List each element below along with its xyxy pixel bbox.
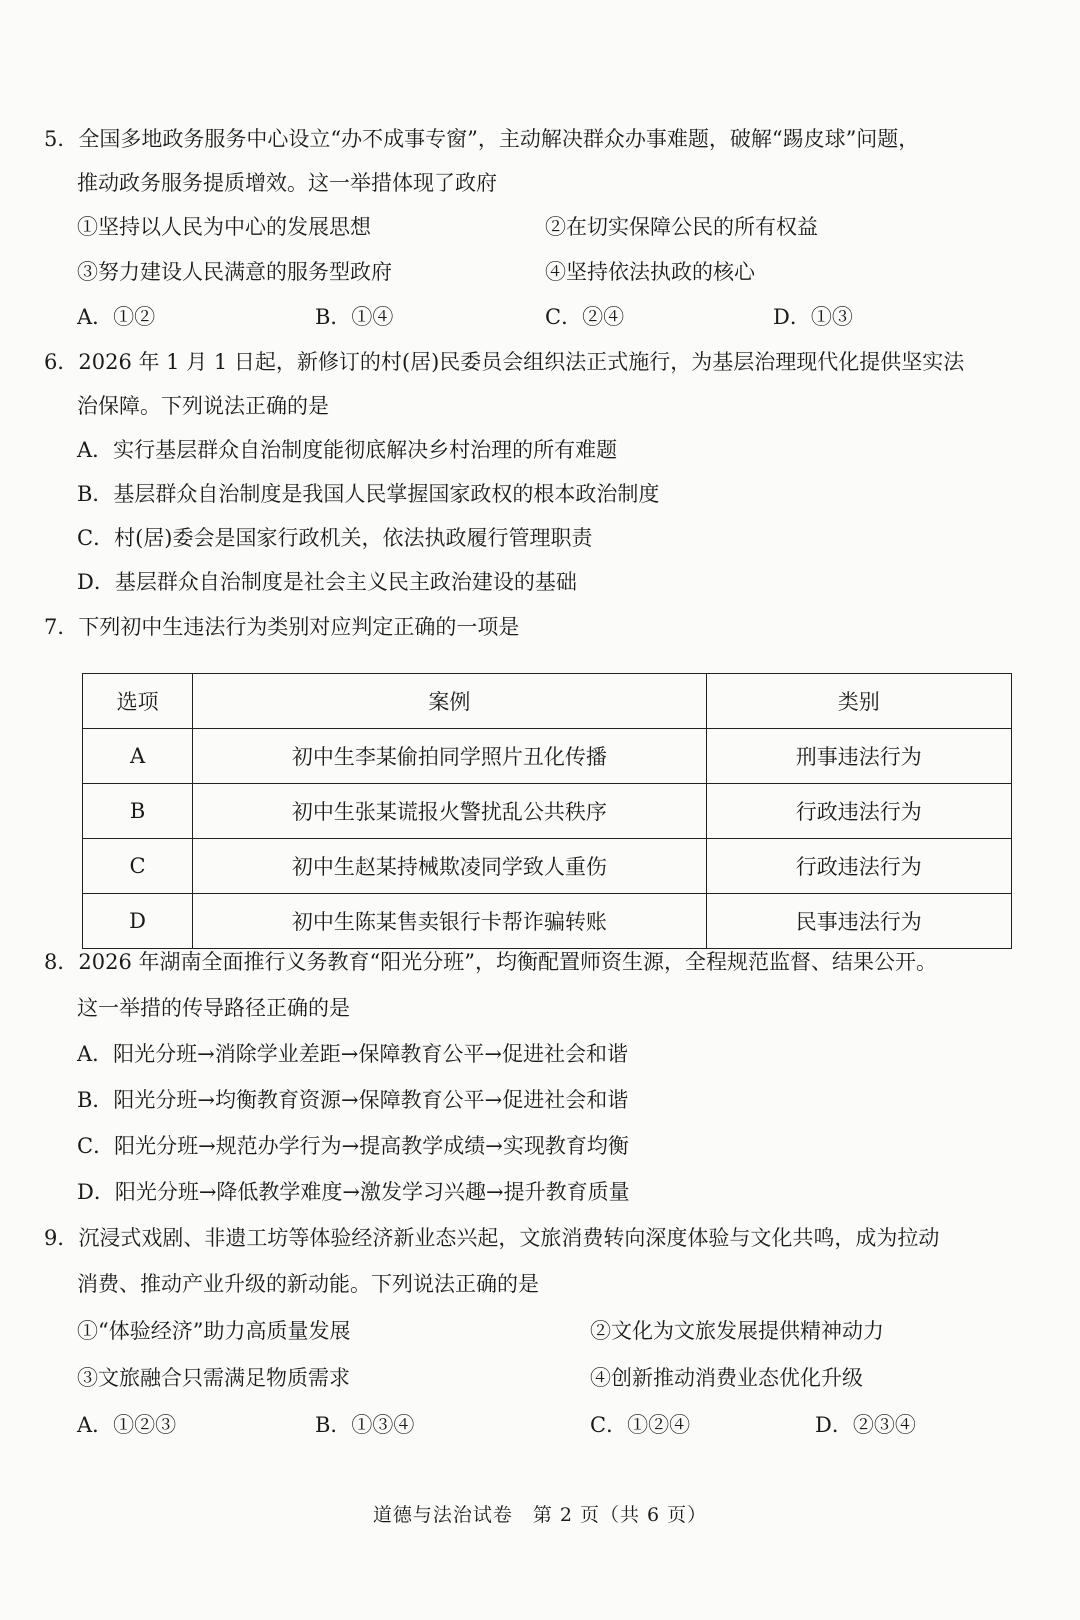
row-b-case: 初中生张某谎报火警扰乱公共秩序	[193, 784, 706, 839]
q5-item-4: ④坚持依法执政的核心	[545, 260, 755, 284]
q5-item-3: ③努力建设人民满意的服务型政府	[77, 260, 392, 284]
q6-option-b: B．基层群众自治制度是我国人民掌握国家政权的根本政治制度	[77, 482, 660, 506]
q6-stem-line1: 6．2026 年 1 月 1 日起，新修订的村(居)民委员会组织法正式施行，为基层治理现代化提供坚实法	[44, 350, 965, 374]
row-a-option: A	[83, 729, 193, 784]
q5-option-b: B．①④	[315, 305, 394, 329]
q9-option-d: D．②③④	[815, 1413, 916, 1437]
q5-item-1: ①坚持以人民为中心的发展思想	[77, 215, 371, 239]
q8-stem-line1: 8．2026 年湖南全面推行义务教育“阳光分班”，均衡配置师资生源，全程规范监督、结果公开。	[44, 950, 937, 974]
q7-table	[82, 673, 1012, 949]
q9-option-a: A．①②③	[77, 1413, 177, 1437]
q5-option-d: D．①③	[773, 305, 853, 329]
row-c-case: 初中生赵某持械欺凌同学致人重伤	[193, 839, 706, 894]
q6-stem-line2: 治保障。下列说法正确的是	[77, 394, 329, 418]
row-c-option: C	[83, 839, 193, 894]
q5-option-c: C．②④	[545, 305, 625, 329]
q9-item-4: ④创新推动消费业态优化升级	[590, 1366, 863, 1390]
row-a-category: 刑事违法行为	[706, 729, 1011, 784]
row-d-option: D	[83, 894, 193, 949]
q5-option-a: A．①②	[77, 305, 156, 329]
q9-item-1: ①“体验经济”助力高质量发展	[77, 1319, 351, 1343]
table-header-row	[83, 674, 1012, 729]
q9-item-2: ②文化为文旅发展提供精神动力	[590, 1319, 884, 1343]
table-row	[83, 894, 1012, 949]
q9-item-3: ③文旅融合只需满足物质需求	[77, 1366, 350, 1390]
q5-stem-line2: 推动政务服务提质增效。这一举措体现了政府	[77, 171, 497, 195]
row-d-case: 初中生陈某售卖银行卡帮诈骗转账	[193, 894, 706, 949]
table-row	[83, 729, 1012, 784]
q6-option-c: C．村(居)委会是国家行政机关，依法执政履行管理职责	[77, 526, 593, 550]
table-row	[83, 784, 1012, 839]
q6-option-a: A．实行基层群众自治制度能彻底解决乡村治理的所有难题	[77, 438, 618, 462]
q8-option-b: B．阳光分班→均衡教育资源→保障教育公平→促进社会和谐	[77, 1088, 629, 1112]
q8-option-a: A．阳光分班→消除学业差距→保障教育公平→促进社会和谐	[77, 1042, 628, 1066]
page-footer: 道德与法治试卷 第 2 页（共 6 页）	[372, 1504, 708, 1526]
header-case: 案例	[193, 674, 706, 729]
header-category: 类别	[706, 674, 1011, 729]
q5-stem-line1: 5．全国多地政务服务中心设立“办不成事专窗”，主动解决群众办事难题，破解“踢皮球”问题，	[44, 127, 920, 151]
row-a-case: 初中生李某偷拍同学照片丑化传播	[193, 729, 706, 784]
q8-option-c: C．阳光分班→规范办学行为→提高教学成绩→实现教育均衡	[77, 1134, 629, 1158]
row-b-option: B	[83, 784, 193, 839]
q5-item-2: ②在切实保障公民的所有权益	[545, 215, 818, 239]
row-d-category: 民事违法行为	[706, 894, 1011, 949]
q8-stem-line2: 这一举措的传导路径正确的是	[77, 996, 350, 1020]
q8-option-d: D．阳光分班→降低教学难度→激发学习兴趣→提升教育质量	[77, 1180, 630, 1204]
table-row	[83, 839, 1012, 894]
row-c-category: 行政违法行为	[706, 839, 1011, 894]
q6-option-d: D．基层群众自治制度是社会主义民主政治建设的基础	[77, 570, 577, 594]
q9-option-c: C．①②④	[590, 1413, 691, 1437]
q9-stem-line2: 消费、推动产业升级的新动能。下列说法正确的是	[77, 1272, 539, 1296]
q9-stem-line1: 9．沉浸式戏剧、非遗工坊等体验经济新业态兴起，文旅消费转向深度体验与文化共鸣，成为拉动	[44, 1226, 940, 1250]
row-b-category: 行政违法行为	[706, 784, 1011, 839]
q7-stem: 7．下列初中生违法行为类别对应判定正确的一项是	[44, 615, 520, 639]
header-option: 选项	[83, 674, 193, 729]
q9-option-b: B．①③④	[315, 1413, 415, 1437]
